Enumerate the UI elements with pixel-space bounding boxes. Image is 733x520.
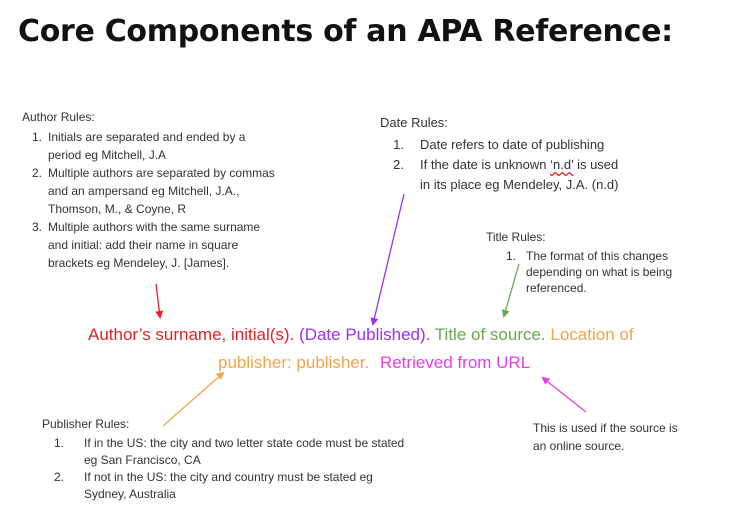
rule-text: is used xyxy=(573,157,619,172)
reference-title: Title of source. xyxy=(434,325,546,344)
nd-spellcheck-text: ‘n.d’ xyxy=(550,157,574,172)
rule-line: referenced. xyxy=(526,281,587,295)
url-arrow xyxy=(543,378,586,412)
date-rules-heading: Date Rules: xyxy=(380,115,448,130)
list-number: 2. xyxy=(53,470,64,484)
rule-line: and an ampersand eg Mitchell, J.A., xyxy=(48,184,240,198)
note-line: an online source. xyxy=(533,439,625,453)
rule-line: If not in the US: the city and country must be stated eg xyxy=(84,470,373,484)
rule-line: Thomson, M., & Coyne, R xyxy=(48,202,187,216)
publisher-rules-heading: Publisher Rules: xyxy=(42,417,130,431)
rule-line: The format of this changes xyxy=(526,249,669,263)
title-rules-heading: Title Rules: xyxy=(486,230,546,244)
note-line: This is used if the source is xyxy=(533,421,678,435)
rule-line: Initials are separated and ended by a xyxy=(48,130,246,144)
list-number: 1. xyxy=(31,130,42,144)
date-arrow xyxy=(373,194,404,324)
rule-line: Multiple authors with the same surname xyxy=(48,220,261,234)
author-arrow xyxy=(156,284,160,317)
rule-line: in its place eg Mendeley, J.A. (n.d) xyxy=(420,177,619,192)
rule-line: depending on what is being xyxy=(526,265,673,279)
rule-line: eg San Francisco, CA xyxy=(84,453,201,467)
rule-line: Multiple authors are separated by commas xyxy=(48,166,275,180)
rule-line: If in the US: the city and two letter state code must be stated xyxy=(84,436,405,450)
list-number: 1. xyxy=(53,436,64,450)
rule-line: Date refers to date of publishing xyxy=(420,137,605,152)
list-number: 2. xyxy=(393,157,404,172)
reference-date: (Date Published). xyxy=(299,325,431,344)
reference-author: Author’s surname, initial(s). xyxy=(88,325,295,344)
page-title: Core Components of an APA Reference: xyxy=(18,14,673,49)
reference-location: Location of xyxy=(550,325,634,344)
author-rules-heading: Author Rules: xyxy=(22,110,95,124)
reference-publisher: publisher: publisher. xyxy=(218,353,370,372)
title-arrow xyxy=(504,264,519,316)
rule-line: brackets eg Mendeley, J. [James]. xyxy=(48,256,230,270)
list-number: 3. xyxy=(31,220,42,234)
reference-url: Retrieved from URL xyxy=(379,353,531,372)
publisher-arrow xyxy=(163,373,223,426)
rule-text: If the date is unknown xyxy=(420,157,551,172)
list-number: 2. xyxy=(31,166,42,180)
list-number: 1. xyxy=(393,137,404,152)
rule-line: and initial: add their name in square xyxy=(48,238,239,252)
list-number: 1. xyxy=(505,249,516,263)
rule-line: Sydney, Australia xyxy=(84,487,176,501)
rule-line: period eg Mitchell, J.A xyxy=(48,148,167,162)
